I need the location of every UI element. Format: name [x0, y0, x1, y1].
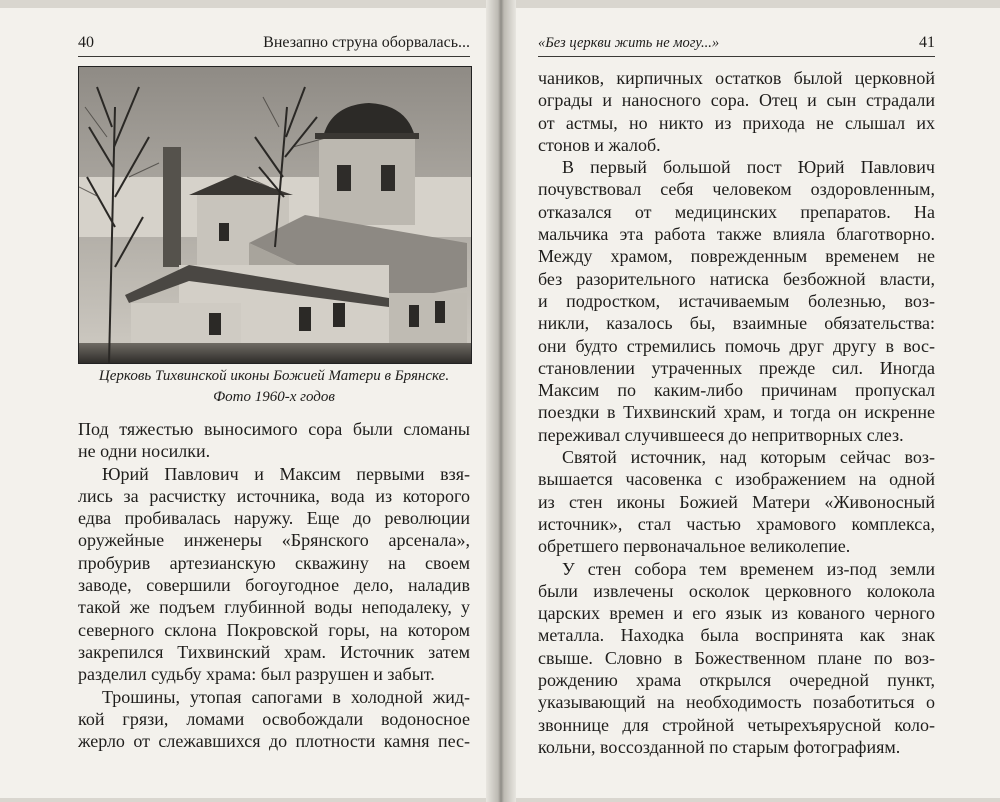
text-line: металла. Находка была воспринята как знак — [538, 625, 935, 646]
text-line: указывающий на необходимость позаботиться о — [538, 692, 935, 713]
header-rule-left — [78, 56, 470, 57]
text-line: из стен иконы Божией Матери «Живоносный — [538, 491, 935, 512]
text-line: такой же подъем глубинной воды неподалеку, у — [78, 597, 470, 618]
caption-line: Фото 1960-х годов — [213, 389, 335, 405]
text-line: свыше. Словно в Божественном плане по воз- — [538, 647, 935, 668]
text-line: заводе, совершили богоугодное дело, наладив — [78, 575, 470, 596]
caption-line: Церковь Тихвинской иконы Божией Матери в Брянске. — [98, 368, 450, 384]
text-line: В первый большой пост Юрий Павлович — [562, 157, 935, 178]
header-rule-right — [538, 56, 935, 57]
text-line: У стен собора тем временем из-под земли — [562, 558, 935, 579]
text-line: кольни, воссозданной по старым фотографиям. — [538, 736, 901, 757]
text-line: обретшего первоначальное великолепие. — [538, 536, 851, 557]
text-line: Под тяжестью выносимого сора были сломаны — [78, 419, 470, 439]
text-line: разделил судьбу храма: был разрушен и забыт. — [78, 664, 435, 685]
photo-caption — [78, 366, 470, 408]
text-line: Юрий Павлович и Максим первыми взя- — [102, 463, 470, 484]
left-body-text — [78, 418, 470, 752]
text-line: переживал случившееся до непритворных слез. — [538, 424, 904, 445]
page-number-right: 41 — [919, 34, 935, 51]
text-line: закрепился Тихвинский храм. Источник затем — [78, 641, 470, 662]
right-running-header — [538, 32, 935, 54]
text-line: рождению храма открылся очередной пункт, — [538, 670, 935, 691]
text-line: мальчика эта работа также влияла благотворно. — [538, 224, 935, 245]
text-line: лись за расчистку источника, вода из которого — [78, 485, 470, 506]
text-line: оружейные инженеры «Брянского арсенала», — [78, 530, 470, 551]
running-title-left: Внезапно струна оборвалась... — [263, 34, 470, 51]
text-line: без разорительного натиска безбожной власти, — [538, 268, 935, 289]
left-running-header — [78, 32, 470, 54]
text-line: были извлечены осколок церковного колокола — [538, 580, 935, 601]
page-number-left: 40 — [78, 34, 94, 51]
text-line: чаников, кирпичных остатков былой церковной — [538, 68, 935, 88]
text-line: пробурив артезианскую скважину на своем — [78, 552, 470, 573]
text-line: кой грязи, ломами освобождали водоносное — [78, 708, 470, 729]
text-line: царских времен и его язык из кованого черного — [538, 603, 935, 624]
text-line: становлении утраченных прежде сил. Иногда — [538, 357, 935, 378]
text-line: ограды и наносного сора. Отец и сын страдали — [538, 90, 935, 111]
church-photo — [78, 66, 472, 364]
text-line: жерло от слежавшихся до плотности камня пес- — [78, 731, 470, 752]
text-line: Максим по каким-либо причинам пропускал — [538, 380, 935, 401]
text-line: стонов и жалоб. — [538, 134, 661, 155]
text-line: звоннице для стройной четырехъярусной коло- — [538, 714, 935, 735]
text-line: не одни носилки. — [78, 441, 211, 462]
running-title-right: «Без церкви жить не могу...» — [538, 35, 720, 51]
text-line: Трошины, утопая сапогами в холодной жид- — [102, 686, 470, 707]
text-line: вышается часовенка с изображением на одной — [538, 469, 935, 490]
text-line: они будто стремились помочь друг другу в вос- — [538, 335, 935, 356]
book-gutter — [486, 0, 516, 802]
text-line: поездки в Тихвинский храм, и тогда он искренне — [538, 402, 935, 423]
text-line: отказался от медицинских препаратов. На — [538, 201, 935, 222]
text-line: источник», стал частью храмового комплекса, — [538, 513, 935, 534]
text-line: едва пробивалась наружу. Еще до революции — [78, 508, 470, 529]
right-body-text — [538, 67, 935, 758]
text-line: от астмы, но никто из прихода не слышал их — [538, 112, 935, 133]
text-line: почувствовал себя человеком оздоровленным, — [538, 179, 935, 200]
text-line: никли, казалось бы, взаимные обязательства: — [538, 313, 935, 334]
text-line: северного склона Покровской горы, на котором — [78, 619, 470, 640]
text-line: и подростком, истачиваемым болезнью, воз- — [538, 290, 935, 311]
text-line: Святой источник, над которым сейчас воз- — [562, 447, 935, 468]
text-line: Между храмом, поврежденным временем не — [538, 246, 935, 267]
